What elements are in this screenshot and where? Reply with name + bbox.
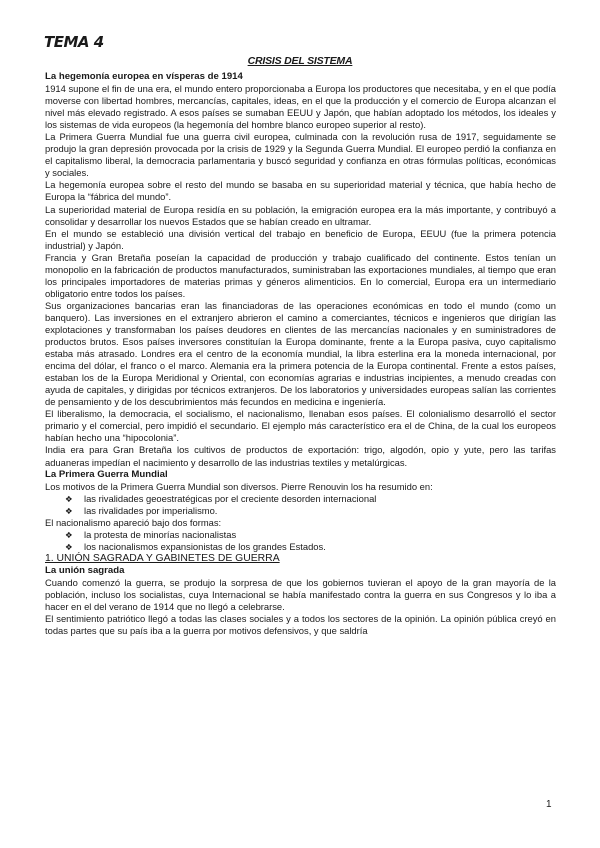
list-item-text: los nacionalismos expansionistas de los grandes Estados. [84,540,326,552]
section-heading-union-sagrada: 1. UNIÓN SAGRADA Y GABINETES DE GUERRA [45,552,280,564]
nacionalismo-list [45,529,556,553]
section-heading-hegemonia: La hegemonía europea en vísperas de 1914 [45,71,243,82]
paragraph: La hegemonía europea sobre el resto del mundo se basaba en su superioridad material y técnica, que había hecho de Europa la “fábrica del mundo”. [45,179,556,203]
diamond-bullet-icon: ❖ [65,529,73,540]
list-item [45,505,556,517]
paragraph: India era para Gran Bretaña los cultivos de productos de exportación: trigo, algodón, opio y yute, pero las tarifas aduaneras impedían el nacimiento y desarrollo de las industrias textiles y metalúrgicas. [45,444,556,468]
page-number: 1 [546,799,552,810]
diamond-bullet-icon: ❖ [65,493,73,504]
list-item [45,529,556,541]
motivos-list [45,493,556,517]
diamond-bullet-icon: ❖ [65,541,73,552]
list-item [45,541,556,553]
paragraph: Francia y Gran Bretaña poseían la capacidad de producción y trabajo cualificado del continente. Estos tenían un monopolio en la fabricación de productos manufacturados, suministraban las exportaciones mundiales, al tiempo que eran los principales importadores de materias primas y géneros alimenticios. En lo comercial, Europa era un intermediario obligatorio entre todos los países. [45,251,556,299]
section-heading-primera-guerra: La Primera Guerra Mundial [45,468,168,480]
paragraph: Cuando comenzó la guerra, se produjo la sorpresa de que los gobiernos tuvieran el apoyo de la gran mayoría de la población, incluso los socialistas, cuya Internacional se había manifestado contra la guerra en sus Congresos y lo iba a hacer en el del verano de 1914 que no llegó a celebrarse. [45,577,556,613]
paragraph: La superioridad material de Europa residía en su población, la emigración europea era la más importante, y contribuyó a consolidar y desarrollar los nuevos Estados que se habían creado en ultramar. [45,203,556,227]
paragraph: El sentimiento patriótico llegó a todas las clases sociales y a todos los sectores de la opinión. La opinión pública creyó en todas partes que su país iba a la guerra por motivos defensivos, y que saldría [45,613,556,637]
list-item-text: la protesta de minorías nacionalistas [84,528,237,540]
paragraph: Sus organizaciones bancarias eran las financiadoras de las operaciones económicas en todo el mundo (como un banquero). Las inversiones en el extranjero abrieron el camino a comerciantes, técnicos e ingenieros que dirigían las explotaciones y transformaban los países deudores en clientes de las mercancías nacionales y en suministradores de productos brutos. Esos países inversores constituían la Europa dominante, frente a la Europa pasiva, cuyo capitalismo estaba más atrasado. Londres era el centro de la economía mundial, la libra esterlina era la moneda internacional, por encima del dólar, el franco o el marco. Alemania era la primera potencia de la Europa continental. Frente a estos países, estaban los de la Europa Meridional y Oriental, con economías agrarias e industrias incipientes, a menudo creadas con ayuda de capitales, y dirigidas por técnicos extranjeros. De los laboratorios y universidades europeas salían las corrientes de pensamiento y de los descubrimientos más fecundos en medicina e ingeniería. [45,299,556,408]
diamond-bullet-icon: ❖ [65,505,73,516]
paragraph: El nacionalismo apareció bajo dos formas: [45,516,222,528]
paragraph: La Primera Guerra Mundial fue una guerra civil europea, culminada con la revolución rusa de 1917, seguidamente se produjo la gran depresión provocada por la crisis de 1929 y la Segunda Guerra Mundial. El europeo perdió la confianza en el capitalismo liberal, la democracia parlamentaria y buscó seguridad y confianza en otras fórmulas políticas, económicas y sociales. [45,131,556,179]
document-body [45,71,556,637]
paragraph: El liberalismo, la democracia, el socialismo, el nacionalismo, llenaban esos países. El colonialismo desarrolló el sector primario y el comercial, pero impidió el secundario. El ejemplo más característico era el de China, de la cual los europeos habían hecho una “hipocolonia”. [45,408,556,444]
document-subtitle: CRISIS DEL SISTEMA [247,55,353,67]
list-item-text: las rivalidades geoestratégicas por el creciente desorden internacional [84,492,377,504]
subheading-union-sagrada: La unión sagrada [45,565,125,577]
document-title: TEMA 4 [44,33,104,51]
list-item-text: las rivalidades por imperialismo. [84,504,218,516]
paragraph: Los motivos de la Primera Guerra Mundial son diversos. Pierre Renouvin los ha resumido en: [45,480,433,492]
list-item [45,493,556,505]
paragraph: 1914 supone el fin de una era, el mundo entero proporcionaba a Europa los productores que necesitaba, y en el que podía moverse con libertad hombres, mercancías, capitales, ideas, en el que la producción y el comercio de Europa alcanzan el nivel más elevado registrado. A esos países se sumaban EEUU y Japón, que habían adoptado los métodos, los ideales y los sistemas de vida europeos (la hegemonía del hombre blanco europeo superior al resto). [45,83,556,131]
paragraph: En el mundo se estableció una división vertical del trabajo en beneficio de Europa, EEUU (fue la primera potencia industrial) y Japón. [45,227,556,251]
